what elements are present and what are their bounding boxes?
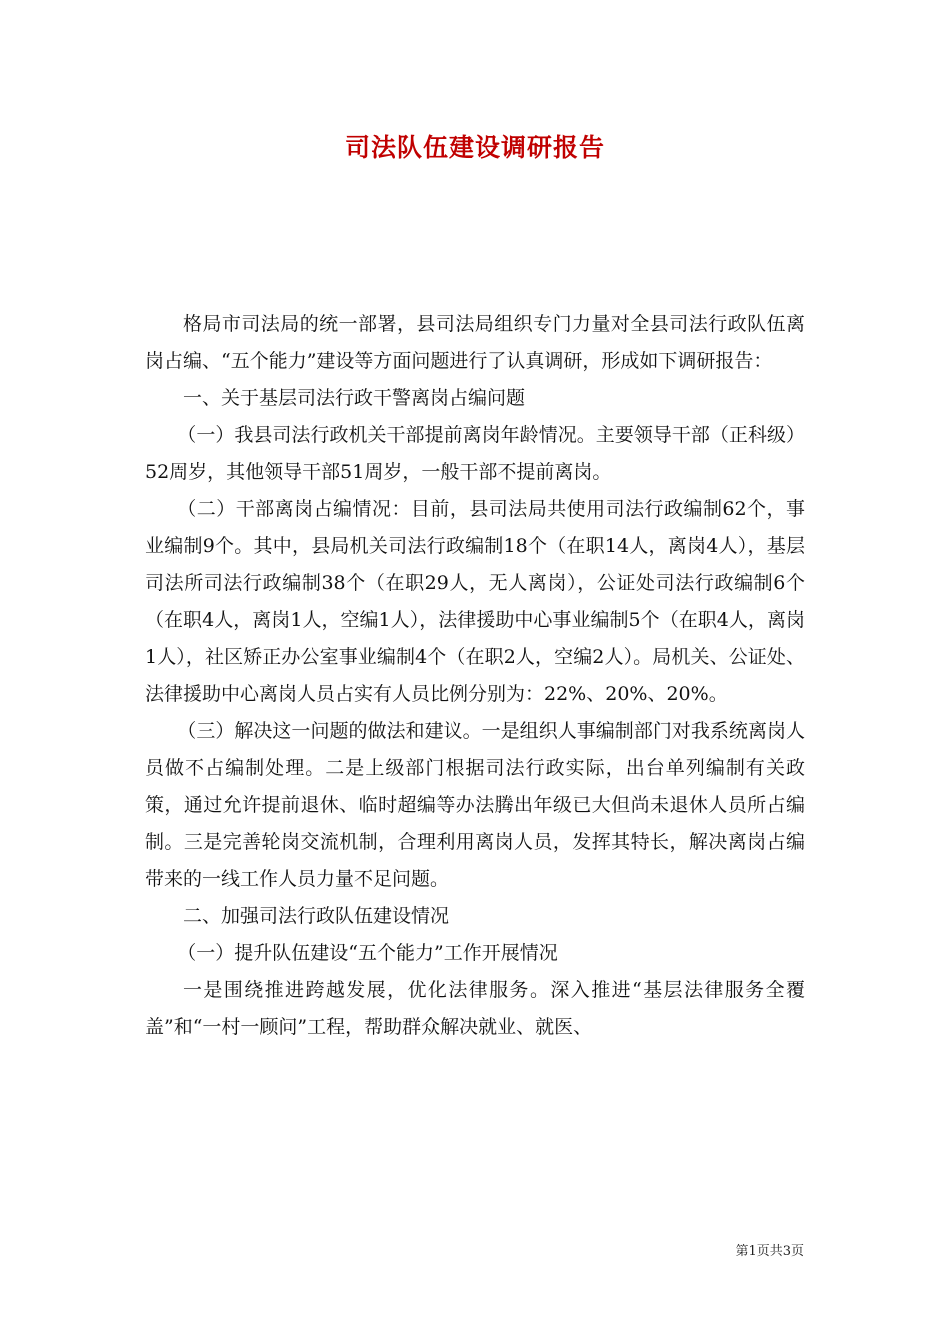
subsection-1-1: （一）我县司法行政机关干部提前离岗年龄情况。主要领导干部（正科级）52周岁，其他领导干部51周岁，一般干部不提前离岗。: [145, 424, 805, 483]
body-paragraph: 一是围绕推进跨越发展，优化法律服务。深入推进“基层法律服务全覆盖”和“一村一顾问”工程，帮助群众解决就业、就医、: [145, 979, 805, 1038]
document-body: [145, 306, 805, 1046]
subsection-2-1: （一）提升队伍建设“五个能力”工作开展情况: [177, 942, 558, 964]
document-title: 司法队伍建设调研报告: [344, 133, 605, 162]
section-heading-2: 二、加强司法行政队伍建设情况: [183, 905, 450, 927]
intro-paragraph: 格局市司法局的统一部署，县司法局组织专门力量对全县司法行政队伍离岗占编、“五个能力”建设等方面问题进行了认真调研，形成如下调研报告：: [145, 313, 805, 372]
subsection-1-3: （三）解决这一问题的做法和建议。一是组织人事编制部门对我系统离岗人员做不占编制处理。二是上级部门根据司法行政实际，出台单列编制有关政策，通过允许提前退休、临时超编等办法腾出年级已大但尚未退休人员所占编制。三是完善轮岗交流机制，合理利用离岗人员，发挥其特长，解决离岗占编带来的一线工作人员力量不足问题。: [145, 720, 805, 890]
page-number: 第1页共3页: [735, 1244, 804, 1259]
subsection-1-2: （二）干部离岗占编情况：目前，县司法局共使用司法行政编制62个，事业编制9个。其中，县局机关司法行政编制18个（在职14人，离岗4人），基层司法所司法行政编制38个（在职29人，无人离岗），公证处司法行政编制6个（在职4人，离岗1人，空编1人），法律援助中心事业编制5个（在职4人，离岗1人），社区矫正办公室事业编制4个（在职2人，空编2人）。局机关、公证处、法律援助中心离岗人员占实有人员比例分别为：22%、20%、20%。: [145, 498, 805, 705]
section-heading-1: 一、关于基层司法行政干警离岗占编问题: [183, 387, 526, 409]
